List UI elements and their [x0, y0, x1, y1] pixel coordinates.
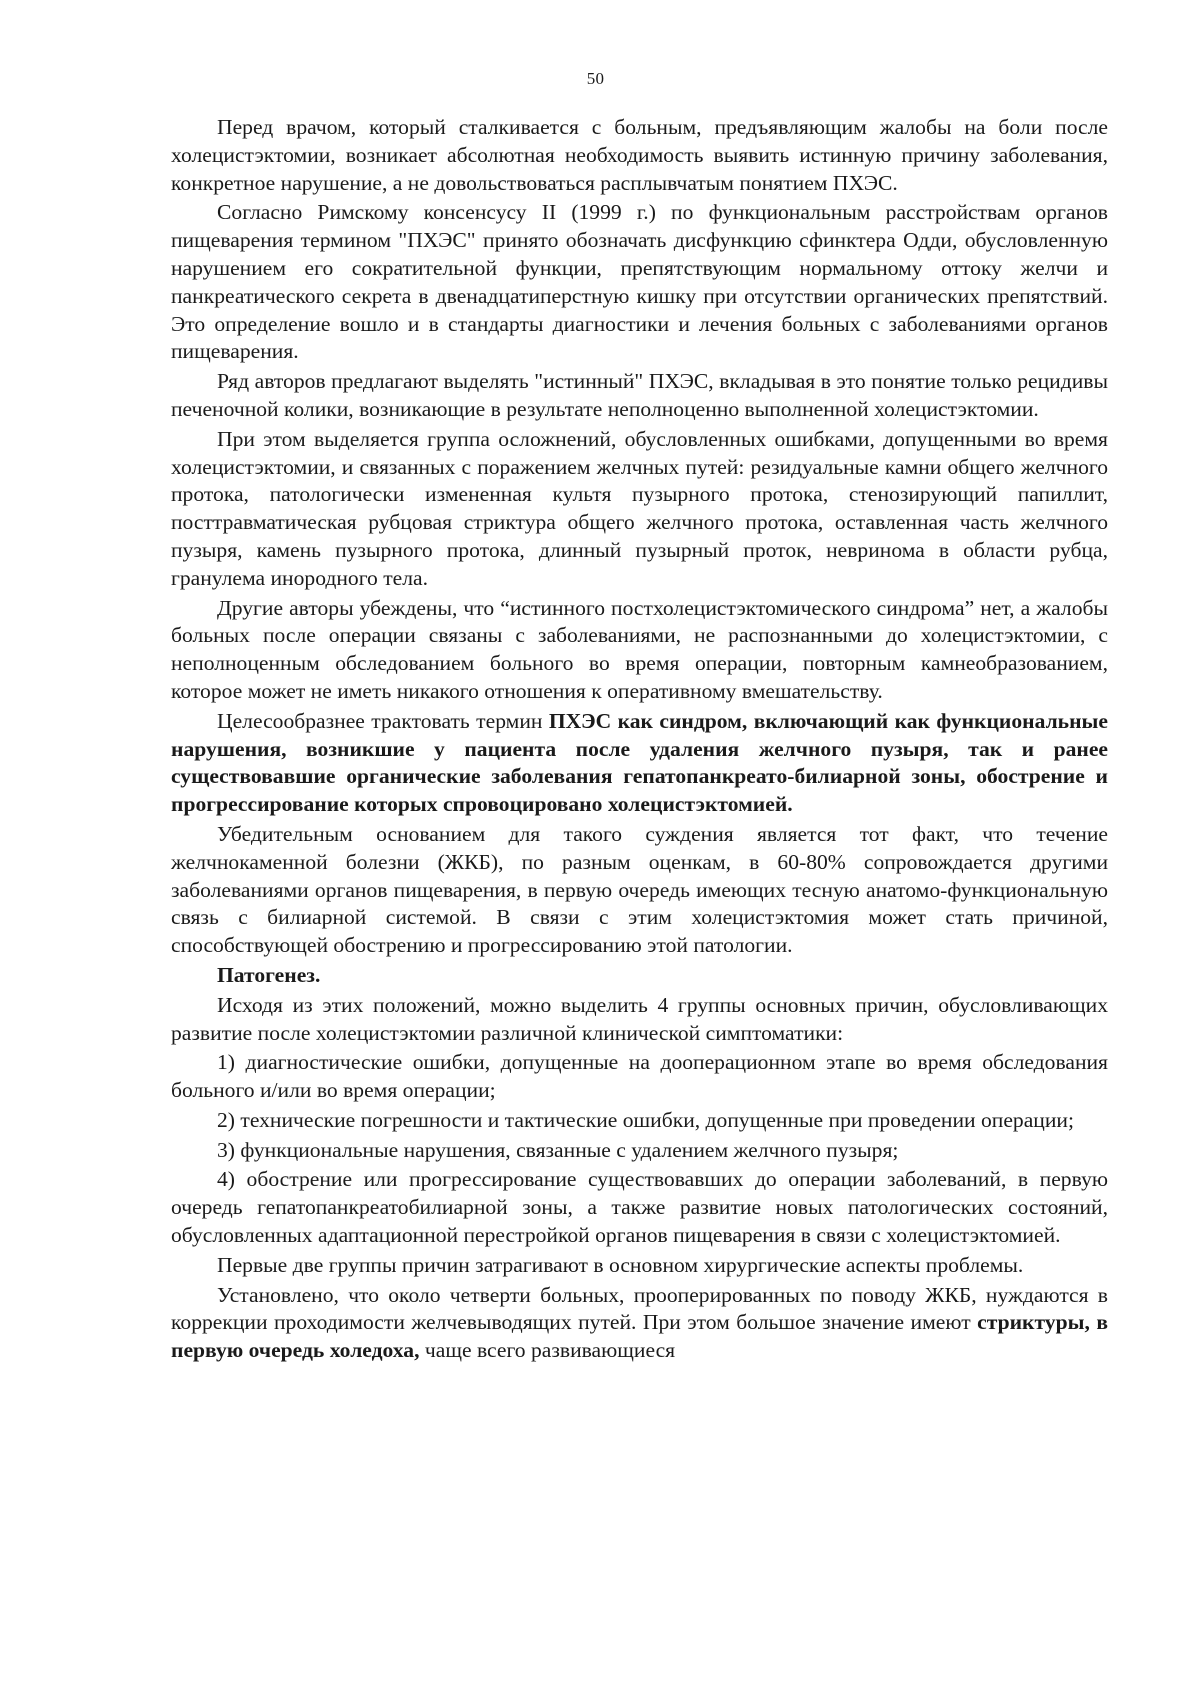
list-item-1: 1) диагностические ошибки, допущенные на дооперационном этапе во время обследования больного и/или во время операции; [171, 1050, 1108, 1103]
page-number: 50 [586, 69, 605, 88]
paragraph-6-bold-definition: ПХЭС как синдром, включающий как функциональные нарушения, возникшие у пациента после удаления желчного пузыря, так и ранее существовавшие органические заболевания гепатопанкреато-билиарной зоны, обострение и прогрессирование которых спровоцировано холецистэктомией. [171, 708, 1108, 817]
paragraph-15-tail: чаще всего развивающиеся [419, 1338, 676, 1363]
paragraph-14: Первые две группы причин затрагивают в основном хирургические аспекты проблемы. [217, 1252, 1024, 1277]
section-heading-pathogenesis: Патогенез. [217, 962, 321, 987]
paragraph-3: Ряд авторов предлагают выделять "истинный" ПХЭС, вкладывая в это понятие только рецидивы печеночной колики, возникающие в результате неполноценно выполненной холецистэктомии. [171, 369, 1108, 421]
paragraph-4: При этом выделяется группа осложнений, обусловленных ошибками, допущенными во время холецистэктомии, и связанных с поражением желчных путей: резидуальные камни общего желчного протока, патологически измененная культя пузырного протока, стенозирующий папиллит, посттравматическая рубцовая стриктура общего желчного протока, оставленная часть желчного пузыря, камень пузырного протока, длинный пузырный проток, невринома в области рубца, гранулема инородного тела. [171, 426, 1108, 590]
document-body [171, 114, 1108, 1367]
paragraph-1: Перед врачом, который сталкивается с больным, предъявляющим жалобы на боли после холецистэктомии, возникает абсолютная необходимость выявить истинную причину заболевания, конкретное нарушение, а не довольствоваться расплывчатым понятием ПХЭС. [171, 115, 1108, 195]
paragraph-6-lead: Целесообразнее трактовать термин [217, 708, 549, 733]
list-item-2: 2) технические погрешности и тактические ошибки, допущенные при проведении операции; [217, 1107, 1074, 1132]
paragraph-2: Согласно Римскому консенсусу II (1999 г.) по функциональным расстройствам органов пищеварения термином "ПХЭС" принято обозначать дисфункцию сфинктера Одди, обусловленную нарушением его сократительной функции, препятствующим нормальному оттоку желчи и панкреатического секрета в двенадцатиперстную кишку при отсутствии органических препятствий. Это определение вошло и в стандарты диагностики и лечения больных с заболеваниями органов пищеварения. [171, 200, 1108, 364]
list-item-3: 3) функциональные нарушения, связанные с удалением желчного пузыря; [217, 1137, 899, 1162]
paragraph-7: Убедительным основанием для такого суждения является тот факт, что течение желчнокаменной болезни (ЖКБ), по разным оценкам, в 60-80% сопровождается другими заболеваниями органов пищеварения, в первую очередь имеющих тесную анатомо-функциональную связь с билиарной системой. В связи с этим холецистэктомия может стать причиной, способствующей обострению и прогрессированию этой патологии. [171, 821, 1108, 958]
paragraph-9: Исходя из этих положений, можно выделить 4 группы основных причин, обусловливающих развитие после холецистэктомии различной клинической симптоматики: [171, 992, 1108, 1045]
paragraph-6 [171, 708, 1108, 819]
paragraph-5: Другие авторы убеждены, что “истинного постхолецистэктомического синдрома” нет, а жалобы больных после операции связаны с заболеваниями, не распознанными до холецистэктомии, с неполноценным обследованием больного во время операции, повторным камнеобразованием, которое может не иметь никакого отношения к оперативному вмешательству. [171, 595, 1108, 703]
paragraph-15-bold-strictures: стриктуры, в первую очередь холедоха, [171, 1310, 1109, 1363]
paragraph-15-lead: Установлено, что около четверти больных, прооперированных по поводу ЖКБ, нуждаются в коррекции проходимости желчевыводящих путей. При этом большое значение имеют [171, 1282, 1108, 1335]
list-item-4: 4) обострение или прогрессирование существовавших до операции заболеваний, в первую очередь гепатопанкреатобилиарной зоны, а также развитие новых патологических состояний, обусловленных адаптационной перестройкой органов пищеварения в связи с холецистэктомией. [171, 1167, 1108, 1248]
paragraph-15 [171, 1282, 1108, 1365]
